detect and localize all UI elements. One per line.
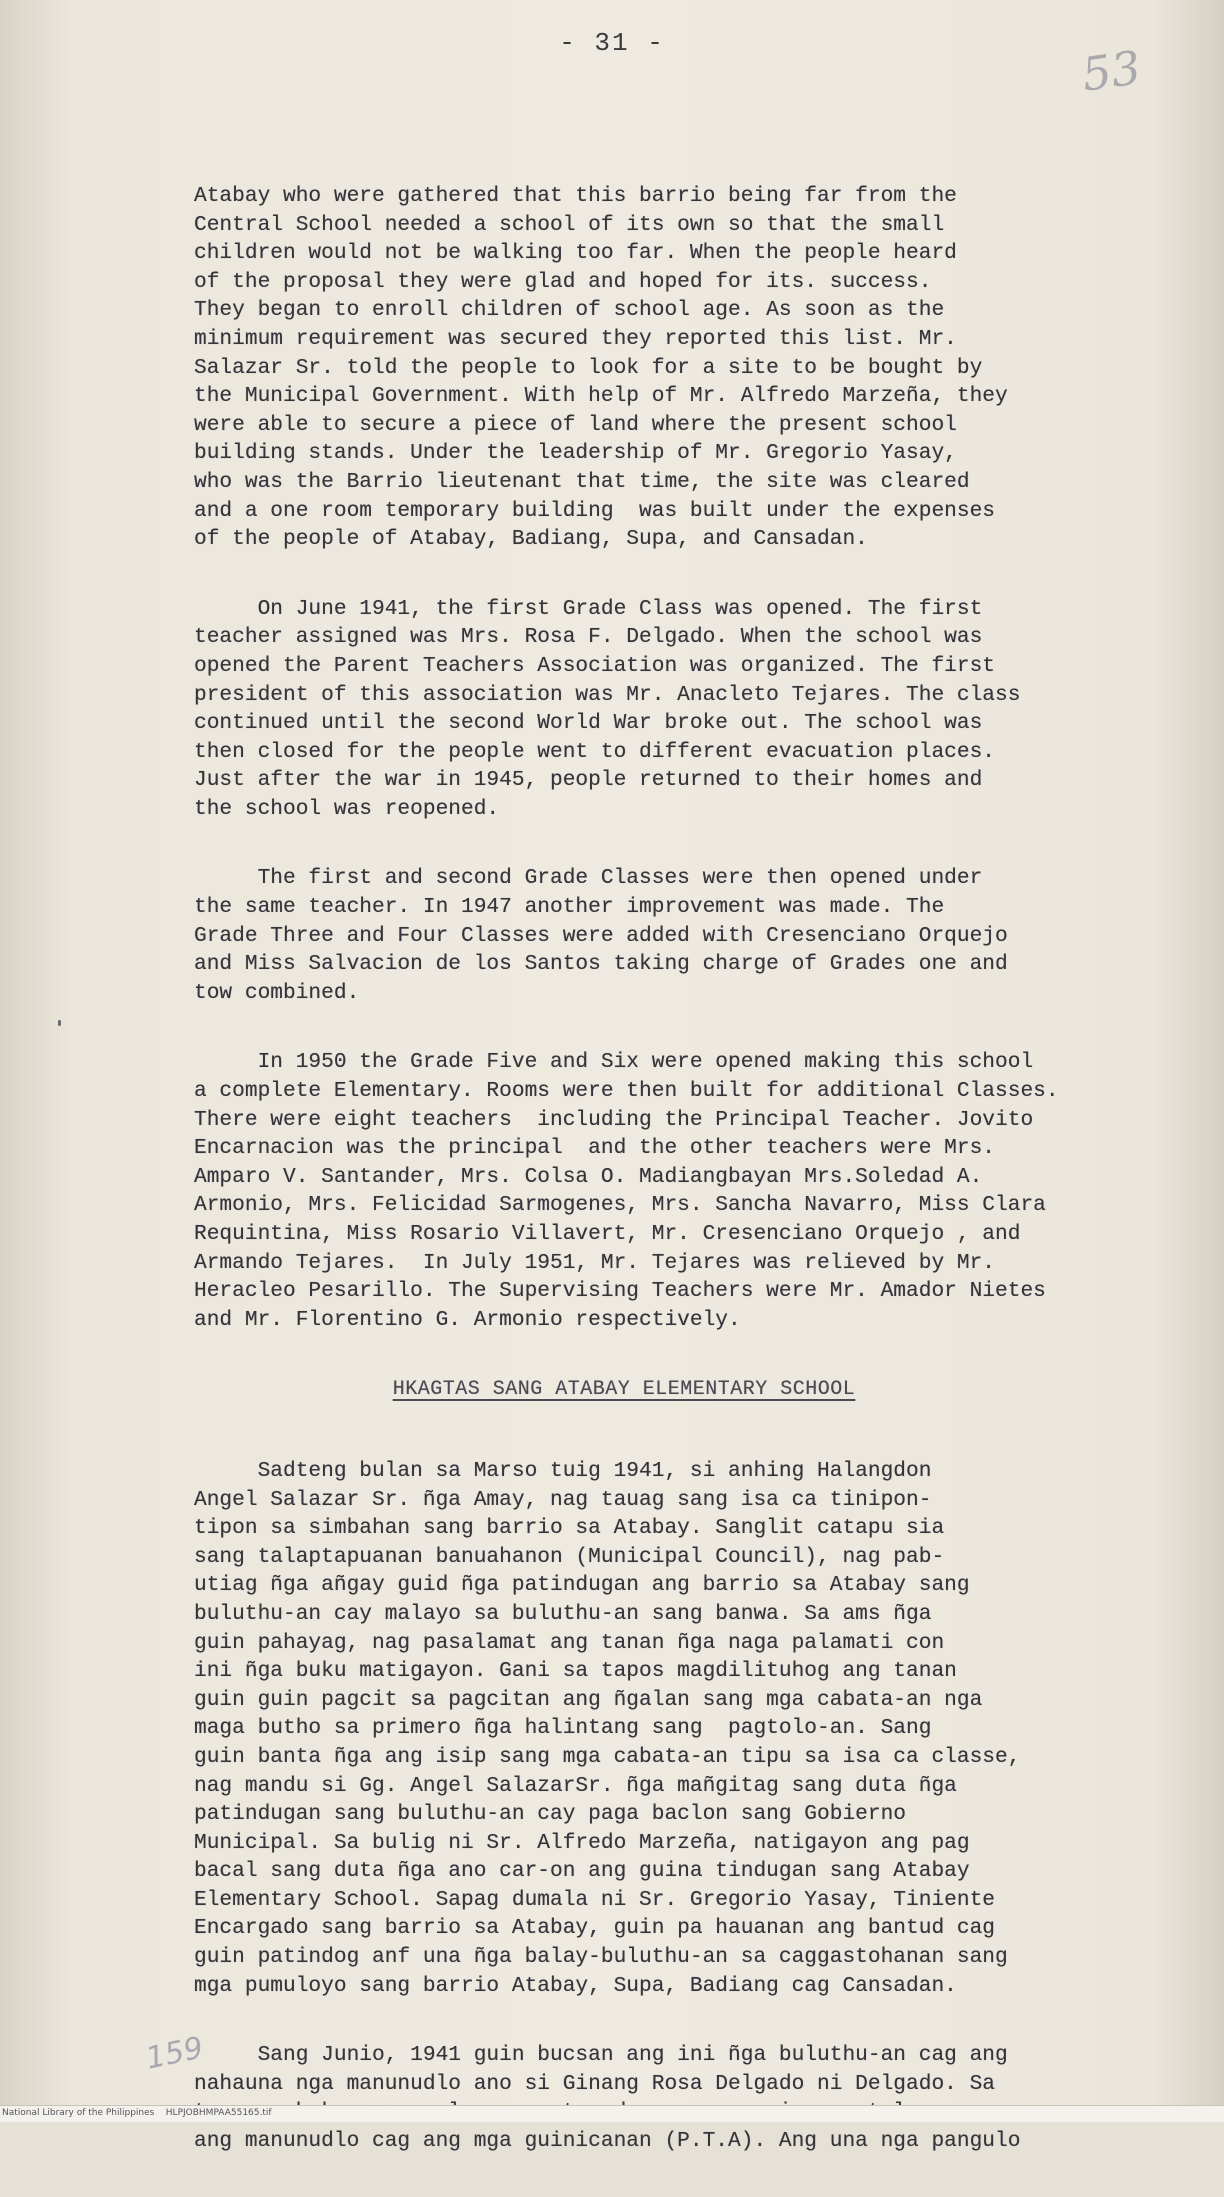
margin-handwritten-mark: 159: [142, 2030, 207, 2077]
text-line: and a one room temporary building was built under the expenses: [194, 498, 996, 523]
text-line: Central School needed a school of its own so that the small: [194, 212, 945, 237]
text-line: Grade Three and Four Classes were added with Cresenciano Orquejo: [194, 923, 1008, 948]
text-line: of the people of Atabay, Badiang, Supa, and Cansadan.: [194, 527, 868, 552]
text-line: The first and second Grade Classes were then opened under: [194, 866, 983, 891]
text-line: the same teacher. In 1947 another improvement was made. The: [194, 895, 945, 920]
text-line: Requintina, Miss Rosario Villavert, Mr. Cresenciano Orquejo , and: [194, 1222, 1021, 1246]
text-line: Atabay who were gathered that this barrio being far from the: [194, 184, 957, 208]
text-line: bacal sang duta ñga ano car-on ang guina tindugan sang Atabay: [194, 1859, 970, 1884]
paragraph: [194, 1457, 1124, 2000]
text-line: tipon sa simbahan sang barrio sa Atabay. Sanglit catapu sia: [194, 1516, 945, 1541]
paragraphs-english: [194, 182, 1124, 1334]
text-line: guin patindog anf una ñga balay-buluthu-an sa caggastohanan sang: [194, 1945, 1008, 1970]
text-line: the Municipal Government. With help of Mr. Alfredo Marzeña, they: [194, 384, 1008, 409]
section-heading-text: HKAGTAS SANG ATABAY ELEMENTARY SCHOOL: [392, 1378, 856, 1402]
text-line: buluthu-an cay malayo sa buluthu-an sang banwa. Sa ams ñga: [194, 1601, 932, 1626]
text-line: Amparo V. Santander, Mrs. Colsa O. Madiangbayan Mrs.Soledad A.: [194, 1164, 983, 1189]
section-heading: [194, 1375, 1124, 1405]
text-line: guin guin pagcit sa pagcitan ang ñgalan sang mga cabata-an nga: [194, 1687, 983, 1712]
text-line: maga butho sa primero ñga halintang sang pagtolo-an. Sang: [194, 1716, 932, 1741]
paragraph: [194, 864, 1124, 1007]
text-line: opened the Parent Teachers Association was organized. The first: [194, 653, 996, 678]
text-line: Just after the war in 1945, people returned to their homes and: [194, 768, 983, 793]
text-line: and Miss Salvacion de los Santos taking charge of Grades one and: [194, 952, 1008, 977]
text-line: Elementary School. Sapag dumala ni Sr. Gregorio Yasay, Tiniente: [194, 1887, 996, 1912]
text-line: children would not be walking too far. When the people heard: [194, 241, 957, 266]
text-line: Armando Tejares. In July 1951, Mr. Tejares was relieved by Mr.: [194, 1250, 996, 1275]
text-line: In 1950 the Grade Five and Six were opened making this school: [194, 1050, 1034, 1075]
scan-speck: [58, 1020, 61, 1026]
text-line: sang talaptapuanan banuahanon (Municipal Council), nag pab-: [194, 1544, 945, 1569]
paragraph: [194, 1048, 1124, 1334]
scan-footer: [0, 2105, 1224, 2122]
text-line: who was the Barrio lieutenant that time, the site was cleared: [194, 469, 970, 494]
text-line: then closed for the people went to different evacuation places.: [194, 739, 996, 764]
text-line: and Mr. Florentino G. Armonio respectively.: [194, 1307, 741, 1332]
text-line: Sadteng bulan sa Marso tuig 1941, si anhing Halangdon: [194, 1458, 932, 1483]
text-line: Municipal. Sa bulig ni Sr. Alfredo Marzeña, natigayon ang pag: [194, 1830, 970, 1855]
text-line: mga pumuloyo sang barrio Atabay, Supa, Badiang cag Cansadan.: [194, 1973, 957, 1998]
text-line: nag mandu si Gg. Angel SalazarSr. ñga mañgitag sang duta ñga: [194, 1773, 957, 1798]
page-number: - 31 -: [559, 28, 665, 58]
text-line: On June 1941, the first Grade Class was opened. The first: [194, 596, 983, 621]
text-line: ang manunudlo cag ang mga guinicanan (P.T.A). Ang una nga pangulo: [194, 2129, 1021, 2154]
text-line: nahauna nga manunudlo ano si Ginang Rosa Delgado ni Delgado. Sa: [194, 2071, 996, 2096]
text-line: utiag ñga añgay guid ñga patindugan ang barrio sa Atabay sang: [194, 1573, 970, 1598]
text-line: building stands. Under the leadership of Mr. Gregorio Yasay,: [194, 441, 957, 466]
text-line: minimum requirement was secured they reported this list. Mr.: [194, 326, 957, 351]
typewritten-body: [194, 182, 1124, 2197]
folio-handwritten-number: 53: [1078, 40, 1145, 102]
text-line: tow combined.: [194, 980, 360, 1005]
scan-footer-caption: National Library of the Philippines HLPJOBHMPAA55165.tif: [2, 2108, 272, 2118]
text-line: patindugan sang buluthu-an cay paga baclon sang Gobierno: [194, 1802, 907, 1827]
text-line: Angel Salazar Sr. ñga Amay, nag tauag sang isa ca tinipon-: [194, 1487, 932, 1512]
text-line: a complete Elementary. Rooms were then built for additional Classes.: [194, 1079, 1059, 1104]
text-line: the school was reopened.: [194, 796, 500, 821]
text-line: guin banta ñga ang isip sang mga cabata-an tipu sa isa ca classe,: [194, 1744, 1021, 1769]
text-line: continued until the second World War broke out. The school was: [194, 711, 983, 736]
text-line: They began to enroll children of school age. As soon as the: [194, 298, 945, 323]
text-line: Encargado sang barrio sa Atabay, guin pa hauanan ang bantud cag: [194, 1916, 996, 1941]
text-line: Sang Junio, 1941 guin bucsan ang ini ñga buluthu-an cag ang: [194, 2043, 1008, 2068]
text-line: Encarnacion was the principal and the other teachers were Mrs.: [194, 1136, 996, 1161]
text-line: Armonio, Mrs. Felicidad Sarmogenes, Mrs. Sancha Navarro, Miss Clara: [194, 1193, 1046, 1218]
text-line: president of this association was Mr. Anacleto Tejares. The class: [194, 682, 1021, 707]
paragraph: [194, 182, 1124, 554]
paragraph: [194, 595, 1124, 824]
paragraphs-hiligaynon: [194, 1457, 1124, 2156]
paragraph: [194, 2041, 1124, 2155]
text-line: teacher assigned was Mrs. Rosa F. Delgado. When the school was: [194, 625, 983, 650]
text-line: of the proposal they were glad and hoped for its. success.: [194, 269, 932, 294]
text-line: were able to secure a piece of land where the present school: [194, 412, 957, 437]
text-line: There were eight teachers including the Principal Teacher. Jovito: [194, 1107, 1034, 1132]
text-line: ini ñga buku matigayon. Gani sa tapos magdilituhog ang tanan: [194, 1659, 957, 1684]
text-line: guin pahayag, nag pasalamat ang tanan ñga naga palamati con: [194, 1630, 945, 1655]
text-line: Heracleo Pesarillo. The Supervising Teachers were Mr. Amador Nietes: [194, 1279, 1046, 1304]
text-line: Salazar Sr. told the people to look for a site to be bought by: [194, 355, 983, 380]
